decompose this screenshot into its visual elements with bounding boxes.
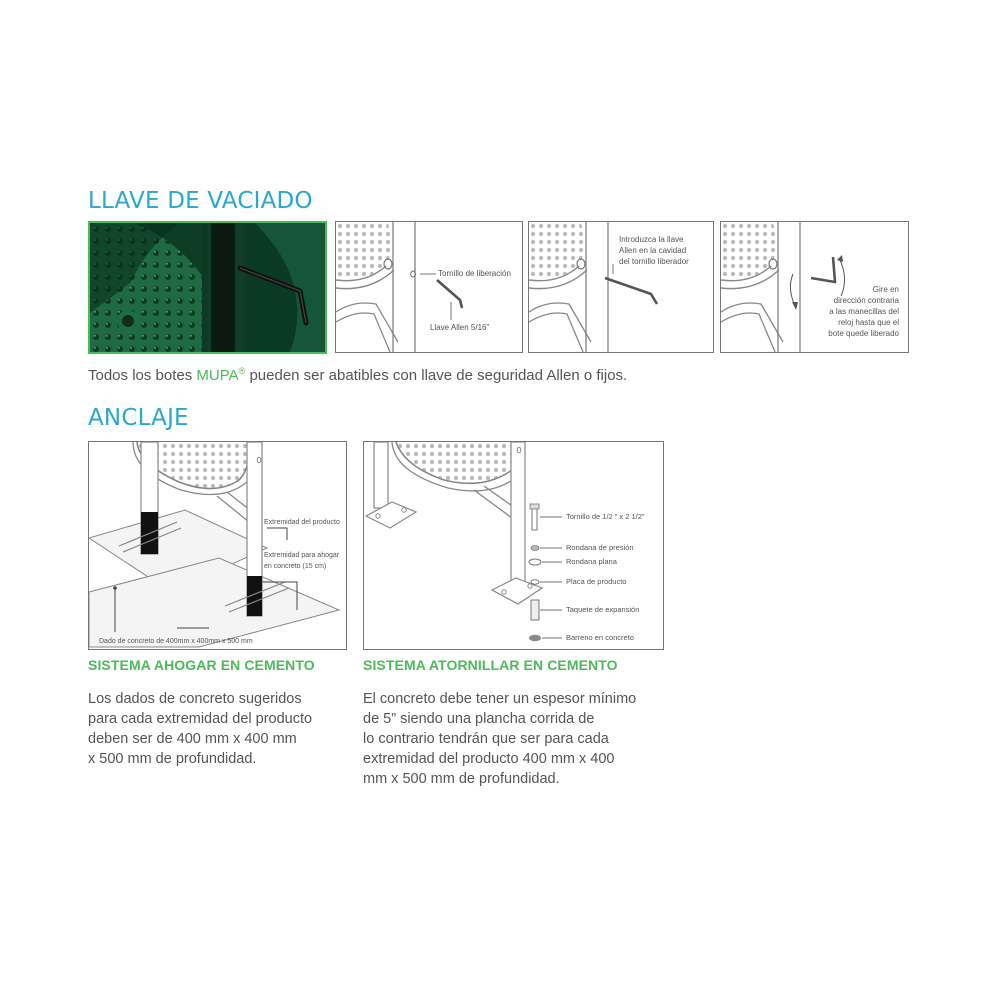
brand-name xyxy=(196,367,245,384)
heading-sistema-atornillar: SISTEMA ATORNILLAR EN CEMENTO xyxy=(363,657,618,673)
section-title-anclaje: ANCLAJE xyxy=(88,405,189,431)
label-placa-producto: Placa de producto xyxy=(566,577,627,586)
diagram-step-introduzca xyxy=(528,221,714,353)
label-extremidad-ahogar xyxy=(264,550,347,572)
diagram-step-gire xyxy=(720,221,909,353)
diagram-step-tornillo xyxy=(335,221,523,353)
paragraph-line: extremidad del producto 400 mm x 400 xyxy=(363,751,615,767)
section-title-llave: LLAVE DE VACIADO xyxy=(88,188,313,214)
intro-suffix: pueden ser abatibles con llave de seguridad Allen o fijos. xyxy=(245,367,628,384)
label-barreno-concreto: Barreno en concreto xyxy=(566,633,634,642)
label-extremidad-producto: Extremidad del producto xyxy=(264,519,340,526)
label-taquete-expansion: Taquete de expansión xyxy=(566,605,640,614)
label-rondana-plana: Rondana plana xyxy=(566,557,617,566)
label-tornillo: Tornillo de 1/2 ” x 2 1/2” xyxy=(566,512,645,521)
label-line: reloj hasta que el xyxy=(838,318,899,327)
label-line: Allen en la cavidad xyxy=(619,246,687,255)
paragraph-line: El concreto debe tener un espesor mínimo xyxy=(363,691,637,707)
brand-text: MUPA xyxy=(196,367,239,384)
label-introduzca xyxy=(619,234,711,267)
paragraph-line: mm x 500 mm de profundidad. xyxy=(363,771,560,787)
label-dado-concreto: Dado de concreto de 400mm x 400mm x 500 mm xyxy=(99,638,253,645)
paragraph-line: Los dados de concreto sugeridos xyxy=(88,691,302,707)
photo-llave-de-vaciado xyxy=(88,221,327,354)
label-line: Extremidad para ahogar xyxy=(264,552,340,559)
intro-prefix: Todos los botes xyxy=(88,367,197,384)
label-line: del tornillo liberador xyxy=(619,257,689,266)
paragraph-line: de 5” siendo una plancha corrida de xyxy=(363,711,595,727)
paragraph-line: x 500 mm de profundidad. xyxy=(88,751,257,767)
heading-sistema-ahogar: SISTEMA AHOGAR EN CEMENTO xyxy=(88,657,315,673)
label-llave-allen: Llave Allen 5/16” xyxy=(430,323,490,332)
paragraph-line: para cada extremidad del producto xyxy=(88,711,313,727)
diagram-ahogar xyxy=(88,441,347,650)
label-line: en concreto (15 cm) xyxy=(264,563,327,570)
label-line: dirección contraria xyxy=(833,296,899,305)
intro-text xyxy=(88,366,627,384)
label-gire xyxy=(801,284,899,339)
paragraph-ahogar xyxy=(88,689,312,769)
paragraph-atornillar xyxy=(363,689,636,789)
label-tornillo-liberacion: Tornillo de liberación xyxy=(438,269,511,278)
label-rondana-presion: Rondana de presión xyxy=(566,543,634,552)
paragraph-line: deben ser de 400 mm x 400 mm xyxy=(88,731,297,747)
brand-registered-mark: ® xyxy=(238,366,246,376)
diagram-atornillar xyxy=(363,441,664,650)
paragraph-line: lo contrario tendrán que ser para cada xyxy=(363,731,609,747)
label-line: Gire en xyxy=(872,285,899,294)
label-line: Introduzca la llave xyxy=(619,235,684,244)
label-line: a las manecillas del xyxy=(829,307,899,316)
label-line: bote quede liberado xyxy=(828,329,899,338)
